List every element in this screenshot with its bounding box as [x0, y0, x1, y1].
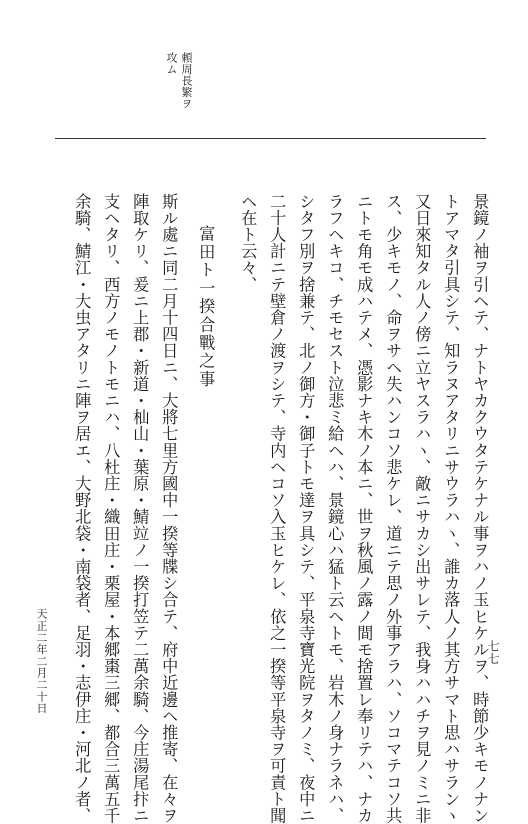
body-line-12: 支ヘタリ、西方ノモノトモニハ、八杜庄・織田庄・栗屋・本郷棗三郷、都合三萬五千 [101, 193, 121, 824]
page-number: 七七 [486, 640, 500, 665]
body-line-4: ス、少キモノ、命ヲサヘ失ハンコソ悲ケレ、道ニテ思ノ外事アラハ、ソコマテコソ共 [383, 193, 403, 824]
body-line-2: トアマタ引具シテ、知ラヌアタリニサウラハヽ、誰カ落人ノ其方サマト思ハサランヽ [441, 193, 461, 824]
margin-note-line-2: 攻ム [165, 52, 178, 75]
body-line-11: 陣取ケリ、爰ニ上郡・新道・杣山・葉原・鯖竝ノ一揆打笠テ二萬余騎、今庄湯尾抃ニ [130, 193, 150, 824]
header-rule [55, 138, 486, 139]
margin-note-line-1: 頼周長繁ヲ [180, 52, 193, 110]
body-line-1: 景鏡ノ袖ヲ引ヘテ、ナトヤカクウタテケナル事ヲハノ玉ヒケルヲ、時節少キモノナン [470, 193, 490, 824]
body-line-5: ニトモ角モ成ハテメ、憑影ナキ木ノ本ニ、世ヲ秋風ノ露ノ間モ捨置レ奉リテハ、ナカ [354, 193, 374, 824]
body-line-6: ラフヘキコ、チモセスト泣悲ミ給ヘハ、景鏡心ハ猛ト云ヘトモ、岩木ノ身ナラネハ、 [325, 193, 345, 824]
body-line-8: 二十人計ニテ壁倉ノ渡ヲシテ、寺内ヘコソ入玉ヒケレ、依之一揆等平泉寺ヲ可責ト聞 [267, 193, 287, 824]
body-line-9: ヘ在ト云々、 [238, 193, 258, 293]
date-caption: 天正二年二月二十日 [35, 608, 48, 715]
body-line-10: 斯ル處ニ同二月十四日ニ、大將七里方國中一揆等牒シ合テ、府中近邊ヘ推寄、在々ヲ [159, 193, 179, 824]
body-line-7: シタフ別ヲ捨兼テ、北ノ御方・御子トモ達ヲ具シテ、平泉寺寶光院ヲタノミ、夜中ニ [296, 193, 316, 824]
body-line-13: 余騎、鯖江・大虫アタリニ陣ヲ居エ、大野北袋・南袋者、足羽・志伊庄・河北ノ者、 [72, 193, 92, 824]
section-heading: 富田ト一揆合戰之事 [196, 225, 216, 389]
body-line-3: 又日來知タル人ノ傍ニ立ヤスラハヽ、敵ニサカシ出サレテ、我身ハハチヲ見ノミニ非 [412, 193, 432, 824]
